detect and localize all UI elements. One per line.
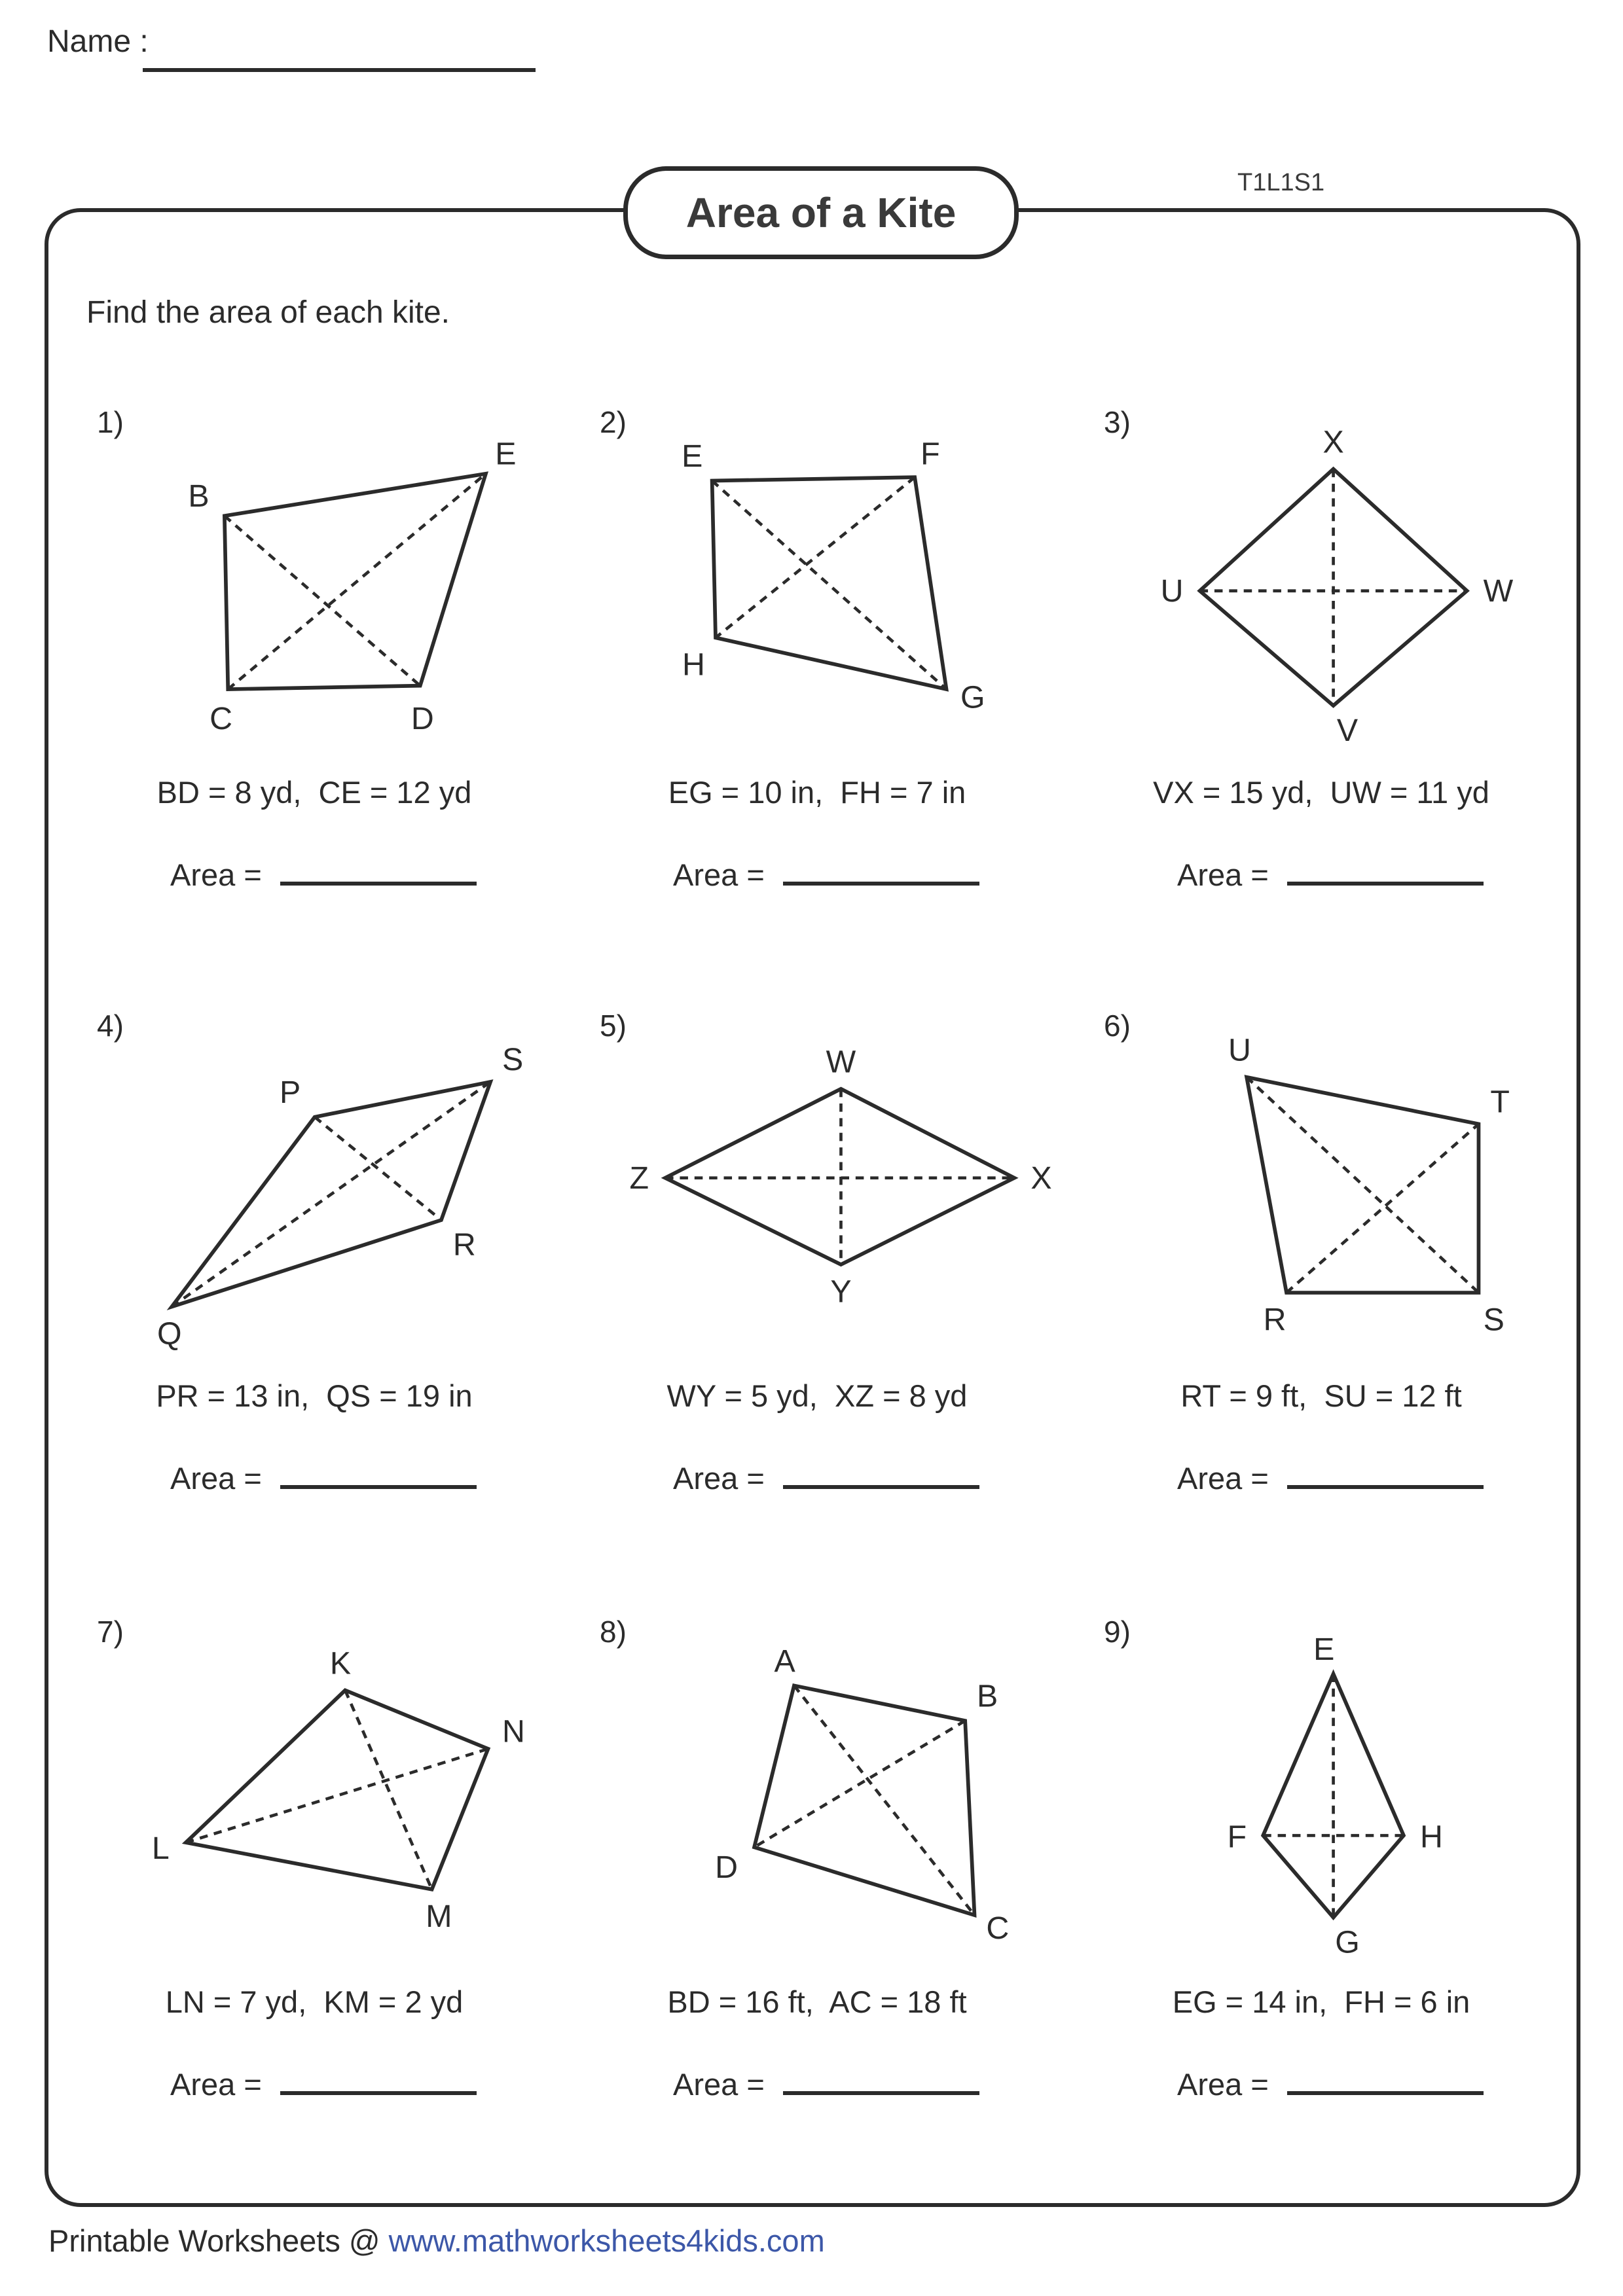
vertex-label: N [502, 1713, 525, 1749]
vertex-label: S [1483, 1302, 1504, 1338]
vertex-label: M [426, 1899, 452, 1934]
answer-blank[interactable] [783, 1451, 979, 1489]
kite-diagram-1 [101, 427, 547, 741]
answer-blank[interactable] [280, 848, 477, 886]
area-label: Area = [1177, 2067, 1269, 2102]
vertex-label: B [977, 1678, 998, 1714]
problem-8 [581, 1602, 1053, 2139]
kite-diagram-5 [604, 1030, 1052, 1344]
vertex-label: B [188, 478, 210, 514]
vertex-label: K [329, 1645, 352, 1681]
problem-2 [581, 393, 1053, 929]
kite-diagram-2 [604, 427, 1049, 741]
kite-diagram-3 [1108, 424, 1554, 748]
instruction-text: Find the area of each kite. [86, 295, 450, 330]
diagonal-CE [228, 474, 486, 689]
kite-diagram-9 [1108, 1632, 1554, 1960]
vertex-label: Y [830, 1274, 852, 1310]
problem-4 [79, 996, 550, 1533]
dimensions-text: WY = 5 yd, XZ = 8 yd [666, 1378, 968, 1413]
footer-link[interactable]: www.mathworksheets4kids.com [388, 2223, 825, 2258]
vertex-label: V [1336, 712, 1359, 748]
problem-number: 3) [1104, 405, 1131, 439]
problem-number: 8) [600, 1615, 627, 1649]
problem-number: 4) [97, 1009, 124, 1043]
area-label: Area = [1177, 1461, 1269, 1496]
problem-number: 6) [1104, 1009, 1131, 1043]
area-label: Area = [673, 857, 765, 892]
vertex-label: H [682, 647, 705, 683]
vertex-label: F [1227, 1819, 1247, 1855]
diagonal-AC [794, 1685, 975, 1915]
dimensions-text: BD = 16 ft, AC = 18 ft [667, 1984, 967, 2019]
diagonal-BD [754, 1721, 965, 1847]
dimensions-text: PR = 13 in, QS = 19 in [156, 1378, 473, 1413]
dimensions-text: VX = 15 yd, UW = 11 yd [1153, 775, 1489, 810]
page-title: Area of a Kite [685, 189, 957, 236]
dimensions-text: EG = 10 in, FH = 7 in [668, 775, 966, 810]
vertex-label: E [495, 436, 517, 472]
problem-6 [1085, 996, 1557, 1533]
problem-1 [79, 393, 550, 929]
vertex-label: T [1490, 1084, 1510, 1120]
name-label: Name : [47, 24, 149, 59]
problem-9 [1085, 1602, 1557, 2139]
area-label: Area = [170, 1461, 262, 1496]
vertex-label: C [986, 1910, 1010, 1946]
vertex-label: A [774, 1643, 795, 1679]
area-label: Area = [170, 857, 262, 892]
vertex-label: Q [157, 1316, 182, 1352]
vertex-label: S [502, 1042, 524, 1078]
vertex-label: P [279, 1075, 301, 1111]
answer-blank[interactable] [1287, 848, 1484, 886]
vertex-label: X [1322, 424, 1344, 460]
kite-outline [754, 1685, 974, 1915]
vertex-label: X [1030, 1160, 1052, 1196]
worksheet-title-pill [623, 166, 1019, 259]
vertex-label: D [715, 1849, 738, 1885]
problem-number: 9) [1104, 1615, 1131, 1649]
dimensions-text: LN = 7 yd, KM = 2 yd [165, 1984, 464, 2019]
problem-number: 7) [97, 1615, 124, 1649]
vertex-label: C [210, 700, 232, 736]
vertex-label: F [921, 436, 940, 472]
vertex-label: L [151, 1831, 170, 1867]
vertex-label: U [1228, 1032, 1251, 1068]
vertex-label: E [1313, 1632, 1335, 1667]
footer [48, 2223, 825, 2259]
kite-diagram-7 [101, 1636, 547, 1950]
area-label: Area = [170, 2067, 262, 2102]
diagonal-FH [716, 477, 915, 637]
vertex-label: W [1483, 573, 1514, 609]
dimensions-text: RT = 9 ft, SU = 12 ft [1180, 1378, 1462, 1413]
dimensions-text: EG = 14 in, FH = 6 in [1172, 1984, 1470, 2019]
answer-blank[interactable] [783, 2057, 979, 2095]
answer-blank[interactable] [783, 848, 979, 886]
vertex-label: E [682, 439, 703, 475]
footer-prefix: Printable Worksheets @ [48, 2223, 389, 2258]
vertex-label: G [1335, 1924, 1360, 1960]
vertex-label: Z [629, 1160, 649, 1196]
diagonal-PR [315, 1117, 441, 1220]
vertex-label: R [1263, 1302, 1286, 1338]
kite-diagram-6 [1108, 1030, 1554, 1344]
problem-number: 2) [600, 405, 627, 439]
vertex-label: H [1420, 1819, 1443, 1855]
kite-diagram-8 [604, 1636, 1049, 1950]
answer-blank[interactable] [1287, 2057, 1484, 2095]
diagonal-EG [712, 481, 947, 690]
kite-diagram-4 [101, 1030, 547, 1352]
problem-7 [79, 1602, 550, 2139]
vertex-label: W [826, 1044, 856, 1080]
area-label: Area = [1177, 857, 1269, 892]
sheet-code: T1L1S1 [1237, 169, 1325, 196]
dimensions-text: BD = 8 yd, CE = 12 yd [156, 775, 472, 810]
vertex-label: G [960, 679, 985, 715]
answer-blank[interactable] [280, 1451, 477, 1489]
area-label: Area = [673, 2067, 765, 2102]
kite-outline [186, 1691, 488, 1890]
answer-blank[interactable] [280, 2057, 477, 2095]
problem-3 [1085, 393, 1557, 929]
vertex-label: U [1160, 573, 1184, 609]
problem-5 [581, 996, 1053, 1533]
problem-number: 1) [97, 405, 124, 439]
name-blank-line[interactable] [143, 68, 536, 72]
diagonal-BD [225, 516, 420, 685]
answer-blank[interactable] [1287, 1451, 1484, 1489]
vertex-label: R [452, 1227, 476, 1263]
diagonal-LN [186, 1749, 488, 1842]
area-label: Area = [673, 1461, 765, 1496]
vertex-label: D [410, 700, 434, 736]
problem-number: 5) [600, 1009, 627, 1043]
